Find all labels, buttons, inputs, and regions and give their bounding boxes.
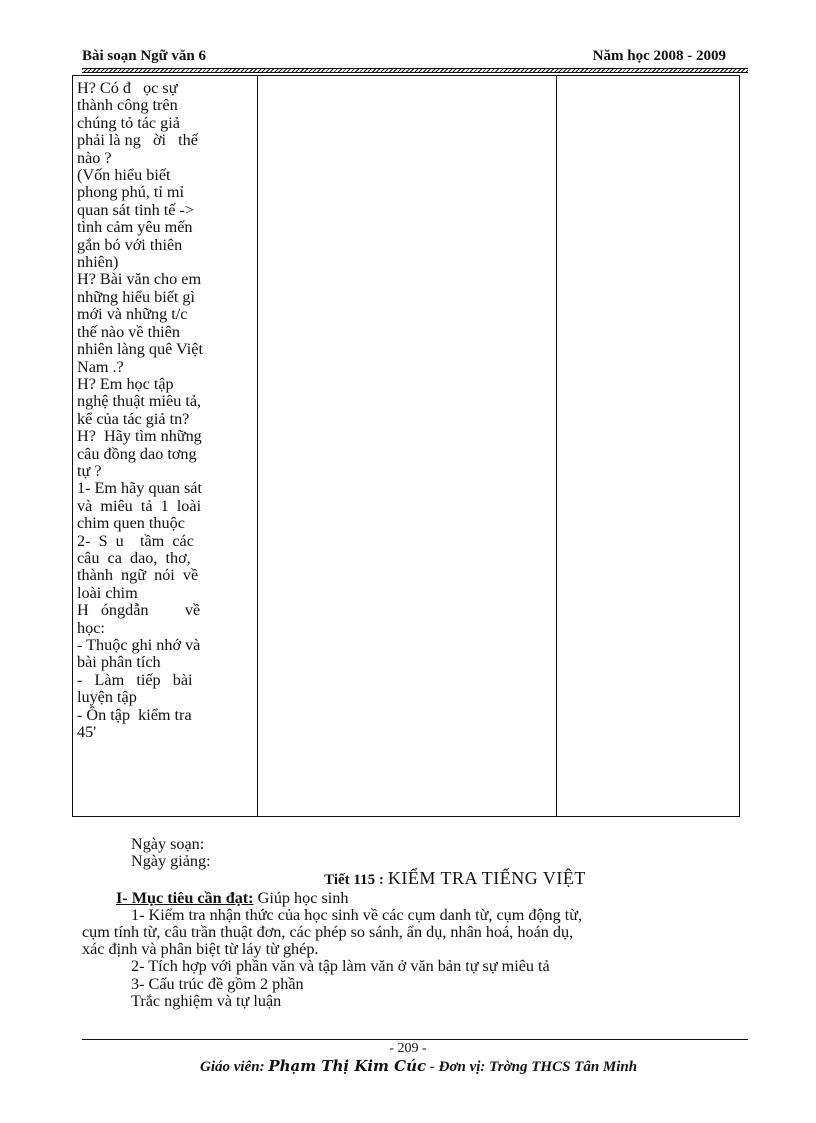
activity-line: phong phú, tỉ mỉ [77,183,185,202]
teacher-cell [258,76,557,817]
header-rule [82,68,748,73]
activity-line: học: [77,618,105,637]
activity-line: 1- Em hãy quan sát [77,479,202,498]
activity-line: mới và những t/c [77,305,188,324]
date-prepared: Ngày soạn: [131,835,205,853]
activity-line: 45' [77,723,97,742]
activity-line: H? Bài văn cho em [77,270,202,289]
activity-line: quan sát tinh tế -> [77,200,195,219]
activity-cell [73,76,258,817]
activity-line: H? Em học tập [77,374,174,393]
activity-line: nhiên làng quê Việt [77,340,203,359]
objectives-text: Giúp học sinh [253,888,349,907]
paragraph-2: 2- Tích hợp với phần văn và tập làm văn ở văn bản tự sự miêu tả [131,957,550,976]
lesson-table [72,75,740,817]
paragraph-1-line-1: 1- Kiểm tra nhận thức của học sinh về các cụm danh từ, cụm động từ, [131,905,583,924]
lesson-section [82,836,748,1010]
page-number: - 209 - [389,1041,427,1056]
activity-line: phải là ng ời thế [77,131,198,150]
activity-line: thành ngữ nói về [77,566,199,585]
lesson-name: KIỂM TRA TIẾNG VIỆT [387,868,586,889]
teacher-name: Phạm Thị Kim Cúc [268,1057,427,1075]
activity-line: H? Có đ ọc sự [77,79,178,97]
activity-line: 2- S u tầm các [77,531,194,550]
activity-line: loài chim [77,583,138,602]
activity-line: nhiên) [77,253,119,272]
activity-line: - Làm tiếp bài [77,670,193,689]
lesson-number: Tiết 115 : [324,872,384,889]
activity-line: Nam .? [77,357,124,376]
activity-line: (Vốn hiểu biết [77,166,171,185]
activity-line: và miêu tả 1 loài [77,496,202,515]
activity-line: bài phân tích [77,653,161,672]
activity-line: luyện tập [77,688,137,707]
page-header [82,48,748,68]
activity-line: H óngdẫn về [77,601,201,620]
activity-line: - Thuộc ghi nhớ và [77,636,201,654]
header-right: Năm học 2008 - 2009 [592,48,726,64]
footer-suffix: - Đơn vị: Trờng THCS Tân Minh [426,1059,638,1075]
activity-line: H? Hãy tìm những [77,427,202,446]
activity-line: những hiểu biết gì [77,287,196,306]
activity-text [73,76,257,741]
activity-line: thế nào về thiên [77,322,180,341]
page-footer [200,1057,637,1076]
paragraph-1-line-2: cụm tính từ, câu trần thuật đơn, các phép so sánh, ẩn dụ, nhân hoá, hoán dụ, [82,923,574,942]
activity-line: chim quen thuộc [77,514,185,533]
paragraph-3: 3- Cấu trúc đề gồm 2 phần [131,974,304,993]
activity-line: kể của tác giả tn? [77,409,190,428]
content-cell [557,76,740,817]
activity-line: câu đồng dao tơng [77,444,197,463]
footer-prefix: Giáo viên: [200,1059,269,1075]
objectives-label: I- Mục tiêu cần đạt: [116,888,254,907]
table-row [73,76,740,817]
activity-line: tự ? [77,461,102,480]
objectives-line [82,890,748,907]
activity-line: thành công trên [77,96,178,115]
activity-line: chúng tỏ tác giả [77,113,180,132]
paragraph-1-line-3: xác định và phân biệt từ láy từ ghép. [82,940,319,959]
footer-rule [82,1039,748,1040]
header-left: Bài soạn Ngữ văn 6 [82,48,207,64]
paragraph-4: Trắc nghiệm và tự luận [131,991,282,1010]
activity-line: tình cảm yêu mến [77,218,193,237]
activity-line: nghệ thuật miêu tả, [77,392,202,411]
activity-line: nào ? [77,148,112,167]
activity-line: câu ca dao, thơ, [77,548,191,567]
activity-line: gắn bó với thiên [77,235,183,254]
activity-line: - Ôn tập kiểm tra [77,705,192,724]
date-taught: Ngày giảng: [131,852,211,871]
lesson-title [82,870,748,889]
